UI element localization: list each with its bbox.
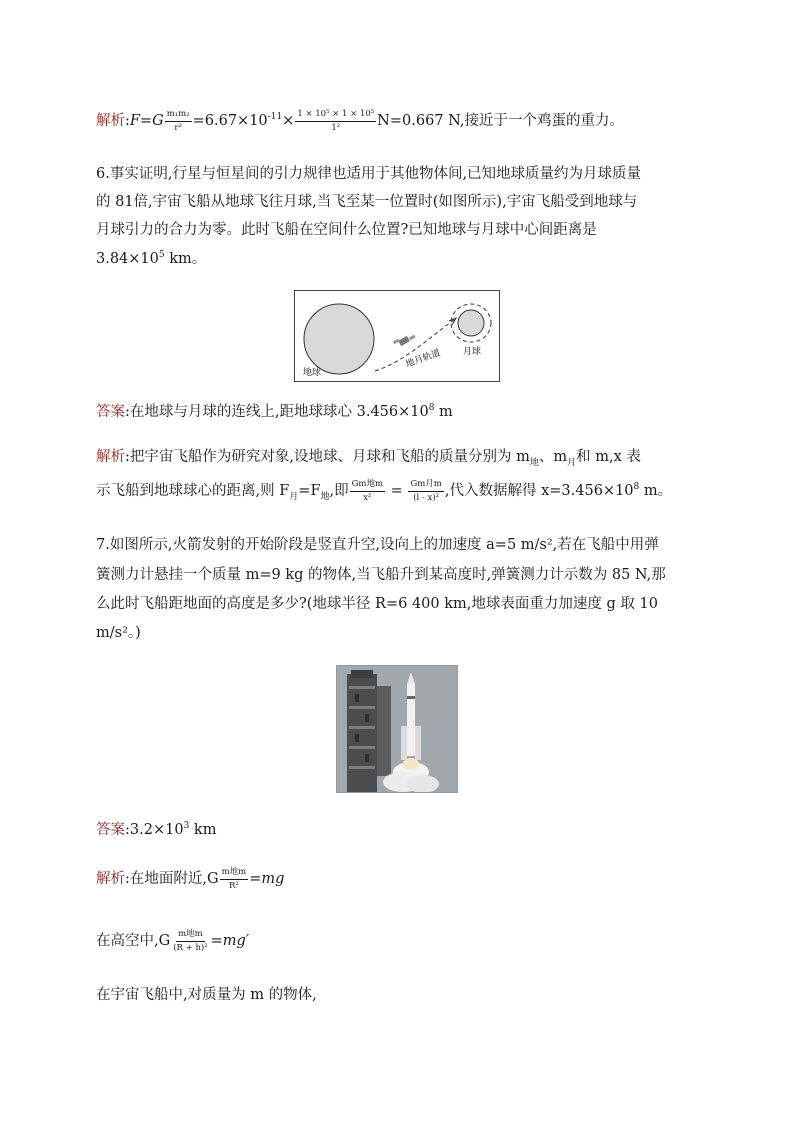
formula-lhs: F=G	[129, 113, 164, 129]
moon-circle	[458, 310, 484, 336]
fraction-gravity: $\frac{\text{m₁m₂}}{\text{r²}}$	[166, 109, 190, 133]
q6-text-line-3: 月球引力的合力为零。此时飞船在空间什么位置?已知地球与月球中心间距离是	[96, 222, 597, 238]
analysis-label: 解析	[96, 113, 125, 129]
earth-circle	[304, 304, 374, 374]
q6-analysis-line-1: 解析:把宇宙飞船作为研究对象,设地球、月球和飞船的质量分别为 $m_地$、$m_月$和 m,x 表	[96, 449, 641, 468]
moon-label: 月球	[463, 347, 482, 357]
analysis-label: 解析	[96, 871, 125, 887]
q7-analysis-line-3: 在宇宙飞船中,对质量为 m 的物体,	[96, 987, 317, 1003]
rocket-launch-illustration	[337, 666, 457, 792]
q7-text-line-4: m/s²。)	[96, 625, 141, 641]
analysis-label: 解析	[96, 449, 125, 465]
q7-text-line-2: 簧测力计悬挂一个质量 m=9 kg 的物体,当飞船升到某高度时,弹簧测力计示数为 85 N,那	[96, 567, 666, 583]
earth-label: 地球	[303, 368, 322, 378]
q7-answer-line: 答案$:3.2\times 10^3$ km	[96, 821, 217, 838]
q7-analysis-line-2: 在高空中,G $\frac{\text{m地m}}{\text{(R + h)²}}$ =mg′	[96, 929, 250, 953]
rocket-launch-photo	[336, 665, 458, 793]
q5-analysis-line: 解析:F=G $\frac{\text{m₁m₂}}{\text{r²}}$ $=6.67\times 10^{-11}\times$ $\frac{\text{1 × 10⁵ × 1 × 10⁵}}{\text{1²}}$ N=0.667 N,接近于一个鸡蛋的重力。	[96, 109, 624, 133]
fraction-values: $\frac{\text{1 × 10⁵ × 1 × 10⁵}}{\text{1²}}$	[297, 109, 375, 133]
answer-label: 答案	[96, 404, 125, 420]
q7-text-line-3: 么此时飞船距地面的高度是多少?(地球半径 R=6 400 km,地球表面重力加速度 g 取 10	[96, 596, 658, 612]
fraction-moon-force: $\frac{\text{Gm月m}}{\text{(l - x)²}}$	[410, 479, 442, 503]
q7-text-line-1: 7.如图所示,火箭发射的开始阶段是竖直升空,设向上的加速度 a=5 m/s²,若在飞船中用弹	[96, 537, 659, 553]
orbit-arrow-icon	[449, 318, 456, 325]
answer-label: 答案	[96, 822, 125, 838]
earth-moon-diagram	[295, 291, 499, 381]
q6-text-line-1: 6.事实证明,行星与恒星间的引力规律也适用于其他物体间,已知地球质量约为月球质量	[96, 166, 642, 182]
fraction-surface: $\frac{\text{m地m}}{\text{R²}}$	[221, 867, 247, 891]
fraction-altitude: $\frac{\text{m地m}}{\text{(R + h)²}}$	[173, 929, 208, 953]
q6-analysis-line-2: 示飞船到地球球心的距离,则 $F_月=F_地$,即 $\frac{\text{Gm地m}}{\text{x²}}$ = $\frac{\text{Gm月m}}{\text{(l - x)²}}$ ,代入数据解得 $x=3.456\times 10^8$ m。	[96, 479, 673, 503]
fraction-earth-force: $\frac{\text{Gm地m}}{\text{x²}}$	[351, 479, 384, 503]
q7-analysis-line-1: 解析:在地面附近,G $\frac{\text{m地m}}{\text{R²}}$ =mg	[96, 867, 285, 891]
q6-answer-line: 答案:在地球与月球的连线上,距地球球心 $3.456\times 10^8$ m	[96, 403, 453, 420]
earth-moon-figure	[294, 290, 500, 382]
q6-text-line-4: $3.84\times 10^5$ km。	[96, 250, 207, 267]
orbit-label: 地月轨道	[404, 348, 442, 370]
launch-tower	[347, 670, 391, 792]
spacecraft-icon	[393, 335, 416, 346]
q6-text-line-2: 的 81倍,宇宙飞船从地球飞往月球,当飞至某一位置时(如图所示),宇宙飞船受到地球与	[96, 194, 638, 210]
